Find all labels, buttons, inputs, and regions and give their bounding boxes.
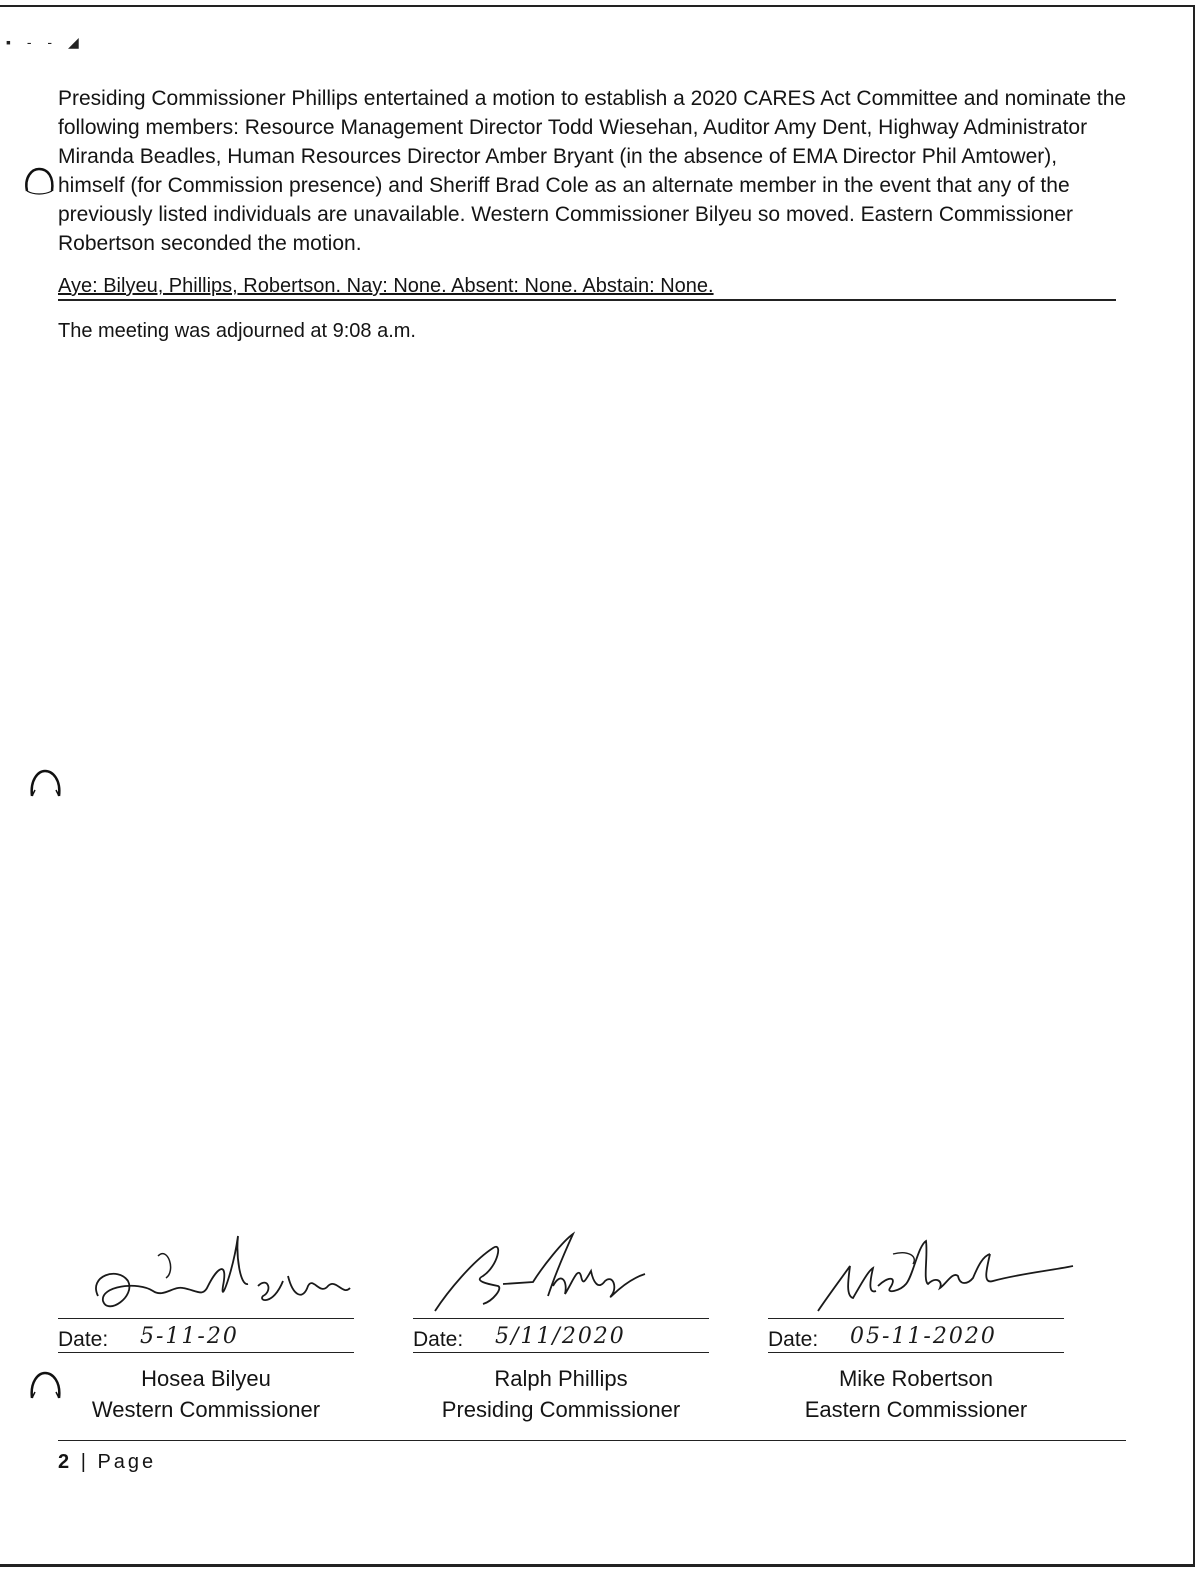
signer-title: Eastern Commissioner xyxy=(804,1397,1028,1422)
handwritten-signature xyxy=(58,1226,358,1321)
date-label: Date: xyxy=(58,1328,109,1351)
page-footer xyxy=(58,1450,156,1474)
signer-name: Ralph Phillips xyxy=(494,1366,628,1391)
signer-name: Hosea Bilyeu xyxy=(141,1366,271,1391)
date-label: Date: xyxy=(413,1328,464,1351)
punch-hole-icon xyxy=(28,766,62,800)
signature-block-bilyeu xyxy=(58,1226,358,1426)
footer-divider xyxy=(58,1440,1126,1441)
punch-hole-icon xyxy=(28,1368,62,1402)
signer-name: Mike Robertson xyxy=(838,1366,994,1391)
signature-block-phillips xyxy=(413,1226,713,1426)
motion-paragraph: Presiding Commissioner Phillips entertained a motion to establish a 2020 CARES Act Committee and nominate the following members: Resource Management Director Todd Wiesehan, Auditor Amy Dent, Highway Administrator Miranda Beadles, Human Resources Director Amber Bryant (in the absence of EMA Director Phil Amtower), himself (for Commission presence) and Sheriff Brad Cole as an alternate member in the event that any of the previously listed individuals are unavailable. Western Commissioner Bilyeu so moved. Eastern Commissioner Robertson seconded the motion. xyxy=(58,87,1127,255)
signature-line xyxy=(413,1318,709,1319)
signature-line xyxy=(58,1318,354,1319)
page-label: Page xyxy=(97,1451,157,1473)
date-field xyxy=(58,1322,354,1353)
signature-block-robertson xyxy=(768,1226,1068,1426)
page-border-top xyxy=(0,5,1195,7)
handwritten-signature xyxy=(413,1226,713,1321)
punch-hole-icon xyxy=(22,165,56,199)
date-value: 5-11-20 xyxy=(140,1324,239,1349)
vote-record: Aye: Bilyeu, Phillips, Robertson. Nay: None. Absent: None. Abstain: None. xyxy=(58,273,1116,301)
date-value: 05-11-2020 xyxy=(850,1324,997,1349)
page-border-right xyxy=(1193,5,1195,1565)
signature-line xyxy=(768,1318,1064,1319)
footer-separator: | xyxy=(80,1451,89,1473)
handwritten-signature xyxy=(768,1226,1068,1321)
scan-artifact-marks: ▪ ‐ ‐ ◢ xyxy=(6,34,85,50)
adjournment-note: The meeting was adjourned at 9:08 a.m. xyxy=(58,320,416,342)
date-field xyxy=(413,1322,709,1353)
page-number: 2 xyxy=(58,1451,73,1473)
signer-title: Presiding Commissioner xyxy=(441,1397,681,1422)
signer-title: Western Commissioner xyxy=(91,1397,321,1422)
date-label: Date: xyxy=(768,1328,819,1351)
date-value: 5/11/2020 xyxy=(495,1324,626,1349)
page-border-bottom xyxy=(0,1564,1195,1567)
date-field xyxy=(768,1322,1064,1353)
